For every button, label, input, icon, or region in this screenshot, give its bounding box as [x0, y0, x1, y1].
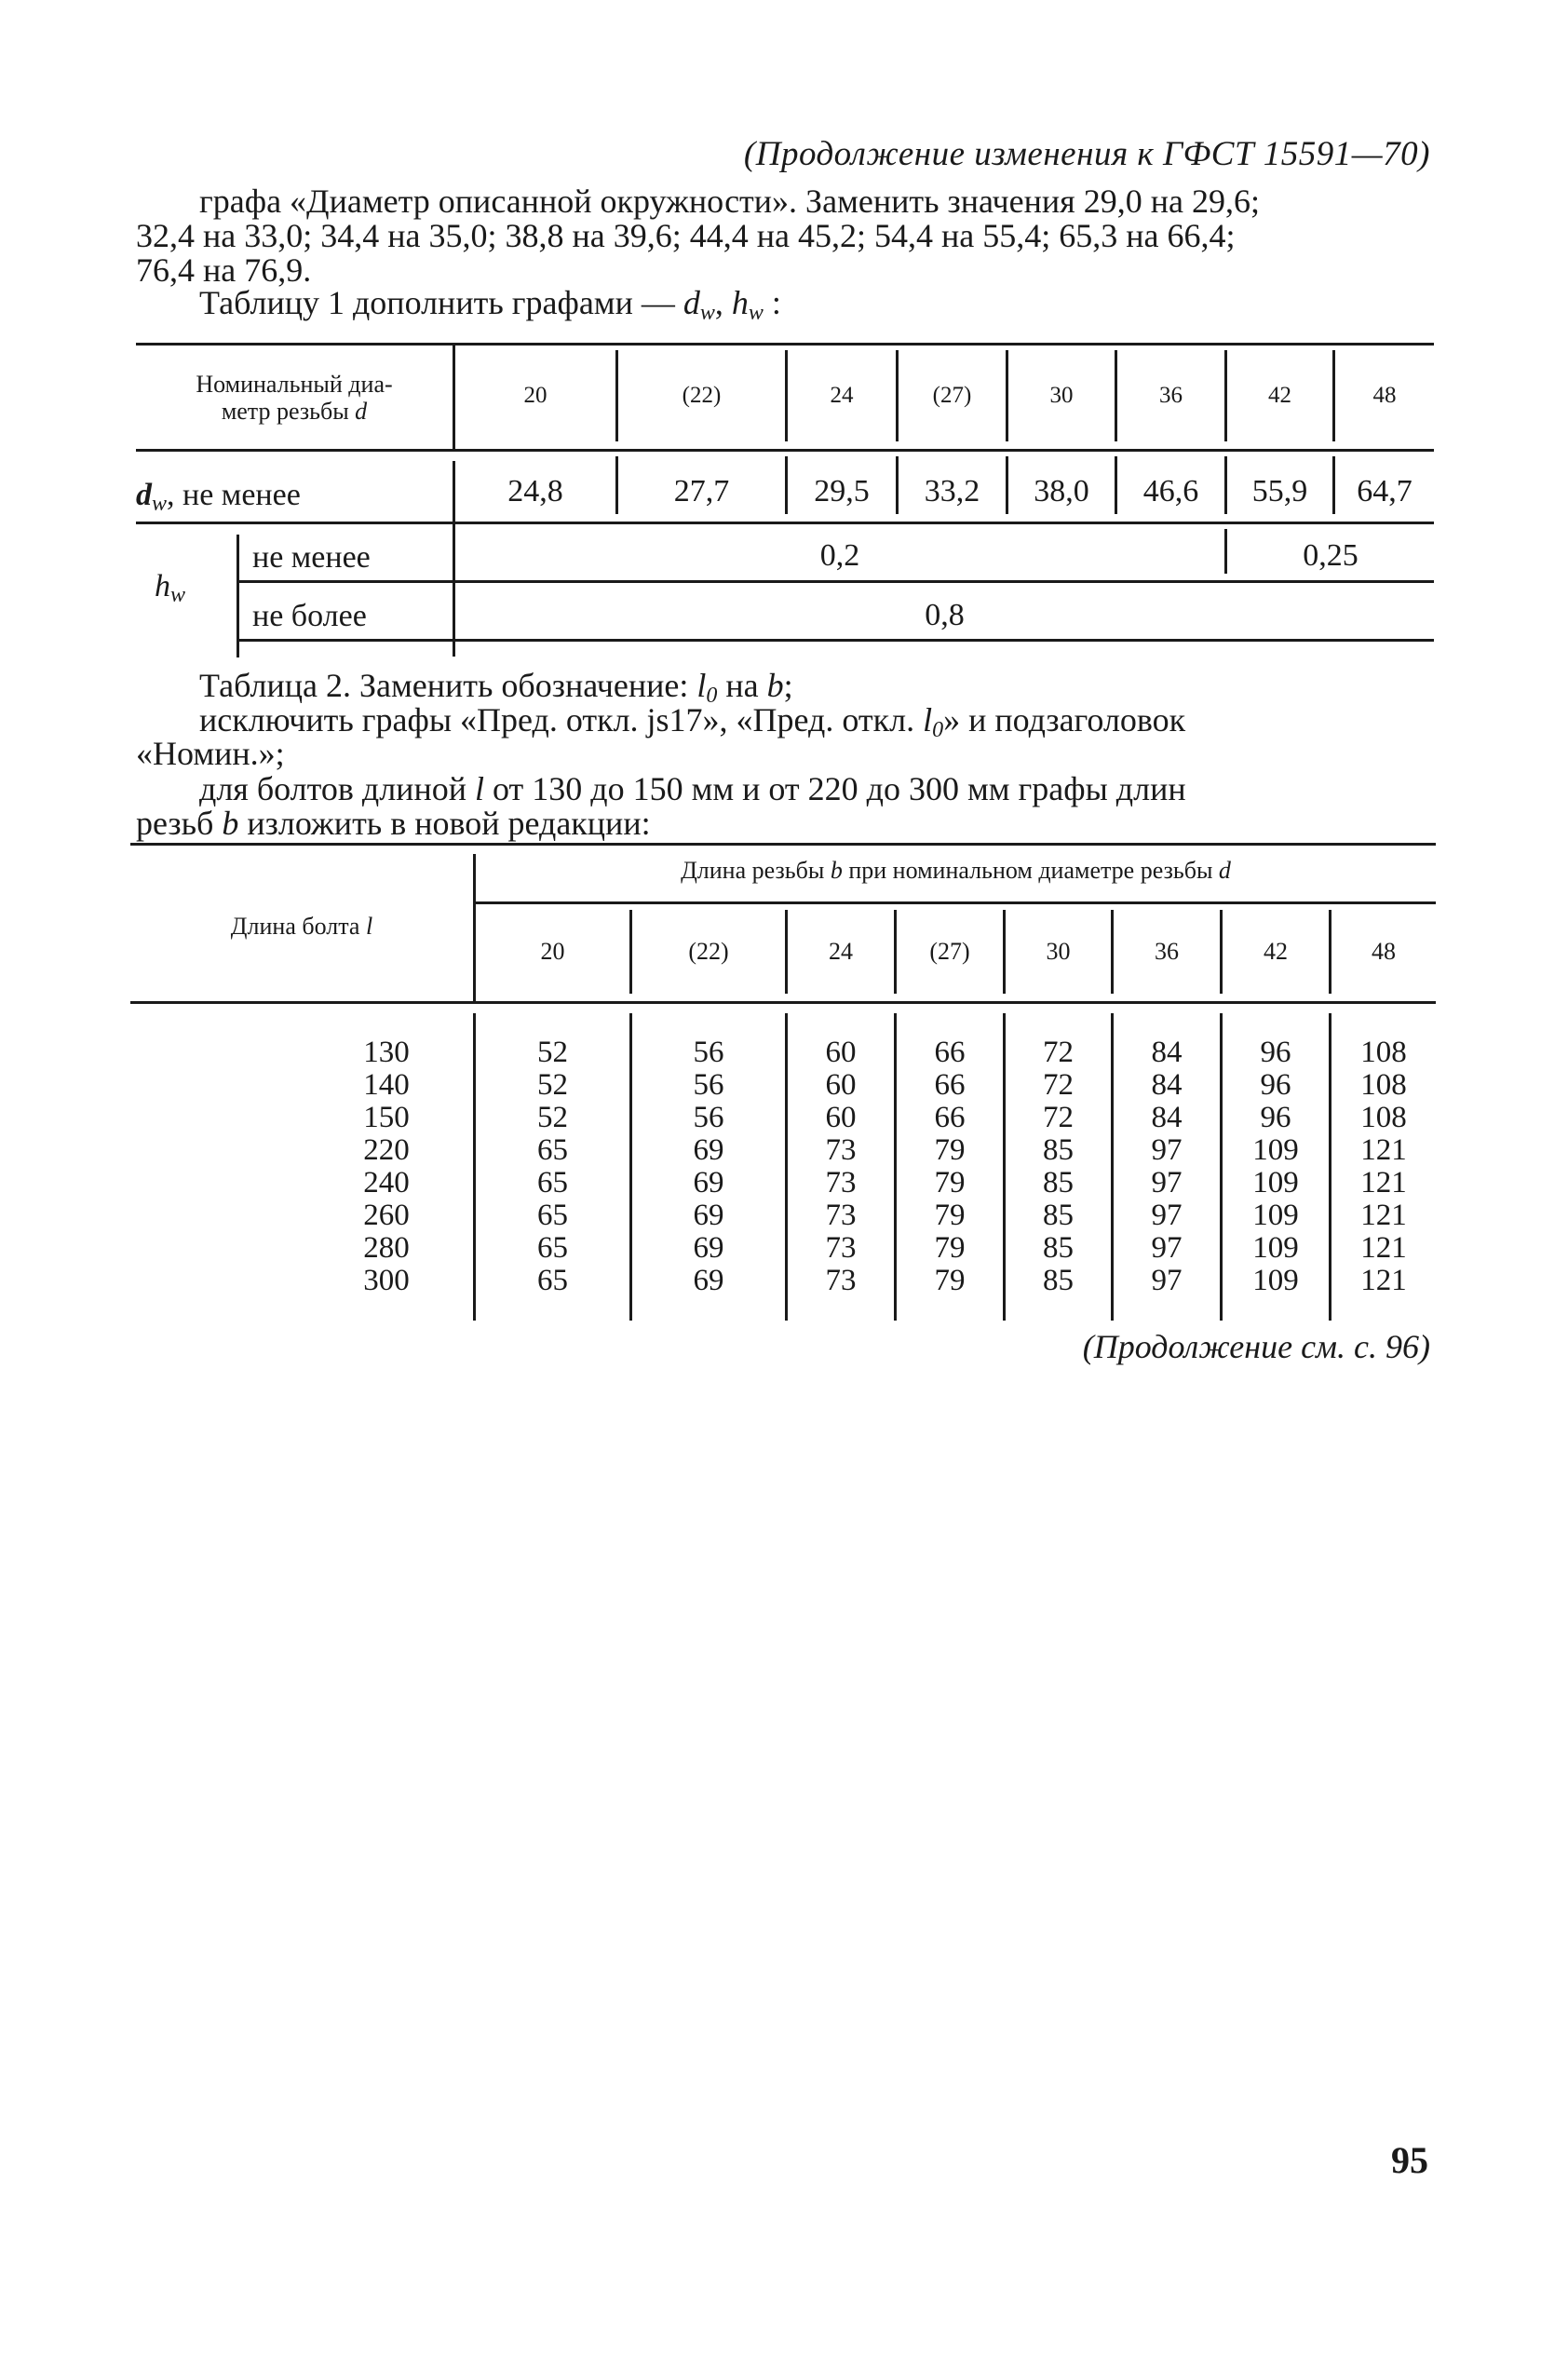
- cell: 56: [693, 1036, 724, 1069]
- cell: 69: [693, 1231, 724, 1265]
- cell: 97: [1151, 1166, 1183, 1199]
- thread-column-36: [1114, 1037, 1220, 1297]
- table1-diameter: 20: [523, 383, 547, 408]
- hw-min-value: 0,2: [819, 538, 860, 573]
- thread-column-20: [476, 1037, 629, 1297]
- header-text: Длина резьбы: [681, 857, 825, 884]
- text-line: 76,4 на 76,9.: [136, 251, 312, 289]
- var-d: d: [1218, 857, 1231, 884]
- subscript: w: [699, 301, 715, 325]
- cell: 72: [1043, 1068, 1074, 1102]
- dw-value: 55,9: [1251, 474, 1308, 508]
- thread-column-22: [632, 1037, 785, 1297]
- table2-diameter: 30: [1046, 938, 1071, 965]
- cell: 85: [1043, 1231, 1074, 1265]
- subscript: 0: [932, 718, 944, 742]
- continuation-header: (Продолжение изменения к ГФСТ 15591—70): [743, 135, 1430, 173]
- table1-diameter: (27): [932, 383, 972, 408]
- var-d: d: [683, 284, 700, 321]
- bolt-length: 150: [363, 1101, 410, 1134]
- paragraph-diameter-change-cont: [136, 219, 1432, 288]
- paragraph-bolts: [199, 772, 1434, 806]
- cell: 85: [1043, 1133, 1074, 1167]
- cell: 85: [1043, 1199, 1074, 1232]
- hw-max-label: не более: [252, 599, 367, 633]
- sep: ,: [714, 284, 723, 321]
- var-l: l: [365, 913, 373, 940]
- dw-value: 29,5: [814, 474, 870, 508]
- subscript: w: [152, 492, 168, 516]
- cell: 121: [1360, 1199, 1407, 1232]
- table1-diameter: 30: [1049, 383, 1074, 408]
- var-b: b: [766, 667, 784, 704]
- var-d: d: [355, 398, 368, 425]
- dw-row-label: [136, 478, 415, 517]
- header-text: Длина болта: [230, 913, 360, 940]
- cell: 121: [1360, 1166, 1407, 1199]
- paragraph-bolts-cont: [136, 806, 1432, 841]
- cell: 66: [934, 1036, 966, 1069]
- text: Таблица 2. Заменить обозначение:: [199, 667, 689, 704]
- cell: 66: [934, 1068, 966, 1102]
- paragraph-diameter-change: [199, 184, 1434, 219]
- cell: 65: [537, 1133, 568, 1167]
- cell: 109: [1252, 1231, 1299, 1265]
- cell: 73: [825, 1264, 857, 1297]
- var-d: d: [136, 478, 152, 512]
- cell: 97: [1151, 1199, 1183, 1232]
- cell: 69: [693, 1166, 724, 1199]
- cell: 73: [825, 1166, 857, 1199]
- text: на: [725, 667, 759, 704]
- header-line: Номинальный диа-: [196, 371, 393, 398]
- cell: 60: [825, 1036, 857, 1069]
- cell: 109: [1252, 1264, 1299, 1297]
- text: изложить в новой редакции:: [247, 805, 651, 842]
- thread-column-42: [1223, 1037, 1329, 1297]
- cell: 52: [537, 1068, 568, 1102]
- cell: 97: [1151, 1231, 1183, 1265]
- var-l: l: [923, 701, 933, 739]
- table2-diameter: 42: [1264, 938, 1288, 965]
- table2-diameter: 20: [540, 938, 565, 965]
- cell: 73: [825, 1133, 857, 1167]
- dw-value: 33,2: [924, 474, 980, 508]
- text-line: графа «Диаметр описанной окружности». Заменить значения 29,0 на 29,6;: [199, 183, 1260, 220]
- cell: 85: [1043, 1264, 1074, 1297]
- cell: 108: [1360, 1036, 1407, 1069]
- hw-max-value: 0,8: [925, 598, 965, 632]
- cell: 79: [934, 1166, 966, 1199]
- text: «Номин.»;: [136, 735, 285, 772]
- cell: 97: [1151, 1264, 1183, 1297]
- cell: 96: [1260, 1101, 1291, 1134]
- bolt-length: 220: [363, 1133, 410, 1167]
- table1-diameter: 48: [1372, 383, 1397, 408]
- hw-min-label: не менее: [252, 540, 371, 575]
- continuation-footer: (Продолжение см. с. 96): [1082, 1328, 1430, 1365]
- text: » и подзаголовок: [943, 701, 1186, 739]
- text: от 130 до 150 мм и от 220 до 300 мм графы длин: [493, 770, 1186, 807]
- cell: 79: [934, 1199, 966, 1232]
- table1-diameter: 42: [1268, 383, 1291, 408]
- cell: 84: [1151, 1101, 1183, 1134]
- cell: 65: [537, 1166, 568, 1199]
- thread-column-30: [1006, 1037, 1111, 1297]
- var-b: b: [222, 805, 239, 842]
- bolt-length: 140: [363, 1068, 410, 1102]
- row-label-text: , не менее: [167, 478, 301, 512]
- cell: 97: [1151, 1133, 1183, 1167]
- cell: 69: [693, 1133, 724, 1167]
- paragraph-exclude-cont: [136, 737, 1432, 771]
- text: Таблицу 1 дополнить графами —: [199, 284, 675, 321]
- paragraph-table1-add: [199, 286, 1495, 331]
- cell: 108: [1360, 1068, 1407, 1102]
- cell: 108: [1360, 1101, 1407, 1134]
- var-b: b: [830, 857, 843, 884]
- cell: 121: [1360, 1231, 1407, 1265]
- cell: 69: [693, 1199, 724, 1232]
- cell: 84: [1151, 1068, 1183, 1102]
- text: для болтов длиной: [199, 770, 466, 807]
- var-h: h: [731, 284, 749, 321]
- cell: 52: [537, 1101, 568, 1134]
- header-line: метр резьбы: [221, 398, 349, 425]
- bolt-length: 240: [363, 1166, 410, 1199]
- cell: 85: [1043, 1166, 1074, 1199]
- cell: 56: [693, 1068, 724, 1102]
- cell: 72: [1043, 1101, 1074, 1134]
- thread-column-24: [788, 1037, 894, 1297]
- colon: :: [771, 284, 781, 321]
- text-line: 32,4 на 33,0; 34,4 на 35,0; 38,8 на 39,6; 44,4 на 45,2; 54,4 на 55,4; 65,3 на 66,4;: [136, 217, 1236, 254]
- table1-diameter: 36: [1159, 383, 1183, 408]
- table2-diameter: 48: [1372, 938, 1396, 965]
- bolt-length: 280: [363, 1231, 410, 1265]
- header-text: при номинальном диаметре резьбы: [848, 857, 1213, 884]
- var-h: h: [155, 569, 170, 603]
- cell: 65: [537, 1199, 568, 1232]
- bolt-lengths-column: [335, 1037, 438, 1297]
- dw-value: 64,7: [1357, 474, 1413, 508]
- text: исключить графы «Пред. откл. js17», «Пред. откл.: [199, 701, 915, 739]
- cell: 60: [825, 1101, 857, 1134]
- var-l: l: [696, 667, 707, 704]
- dw-value: 38,0: [1034, 474, 1089, 508]
- page-number: 95: [1391, 2139, 1428, 2181]
- subscript: 0: [706, 684, 718, 708]
- table1-header-label: [136, 371, 453, 425]
- bolt-length: 300: [363, 1264, 410, 1297]
- cell: 121: [1360, 1133, 1407, 1167]
- cell: 60: [825, 1068, 857, 1102]
- cell: 65: [537, 1231, 568, 1265]
- cell: 79: [934, 1133, 966, 1167]
- cell: 69: [693, 1264, 724, 1297]
- subscript: w: [748, 301, 764, 325]
- cell: 109: [1252, 1199, 1299, 1232]
- text: ;: [783, 667, 793, 704]
- hw-min-value: 0,25: [1303, 538, 1358, 573]
- table2-diameter: (27): [929, 938, 970, 965]
- cell: 109: [1252, 1166, 1299, 1199]
- cell: 65: [537, 1264, 568, 1297]
- cell: 52: [537, 1036, 568, 1069]
- table1-diameter: (22): [682, 383, 722, 408]
- dw-value: 46,6: [1142, 474, 1199, 508]
- subscript: w: [170, 583, 186, 607]
- cell: 96: [1260, 1068, 1291, 1102]
- cell: 84: [1151, 1036, 1183, 1069]
- table2-diameter: (22): [688, 938, 729, 965]
- cell: 72: [1043, 1036, 1074, 1069]
- cell: 121: [1360, 1264, 1407, 1297]
- dw-value: 24,8: [507, 474, 563, 508]
- table1-diameter: 24: [830, 383, 854, 408]
- var-l: l: [474, 770, 484, 807]
- table2-bolt-label: [130, 913, 473, 941]
- table2-diameter: 36: [1155, 938, 1179, 965]
- cell: 79: [934, 1264, 966, 1297]
- bolt-length: 260: [363, 1199, 410, 1232]
- table2-group-header: [476, 857, 1436, 885]
- cell: 109: [1252, 1133, 1299, 1167]
- cell: 56: [693, 1101, 724, 1134]
- cell: 96: [1260, 1036, 1291, 1069]
- thread-column-48: [1331, 1037, 1436, 1297]
- bolt-length: 130: [363, 1036, 410, 1069]
- cell: 73: [825, 1231, 857, 1265]
- dw-value: 27,7: [673, 474, 730, 508]
- text: резьб: [136, 805, 214, 842]
- table2-diameter: 24: [829, 938, 853, 965]
- thread-column-27: [897, 1037, 1003, 1297]
- hw-row-label: [155, 569, 210, 608]
- cell: 66: [934, 1101, 966, 1134]
- cell: 73: [825, 1199, 857, 1232]
- cell: 79: [934, 1231, 966, 1265]
